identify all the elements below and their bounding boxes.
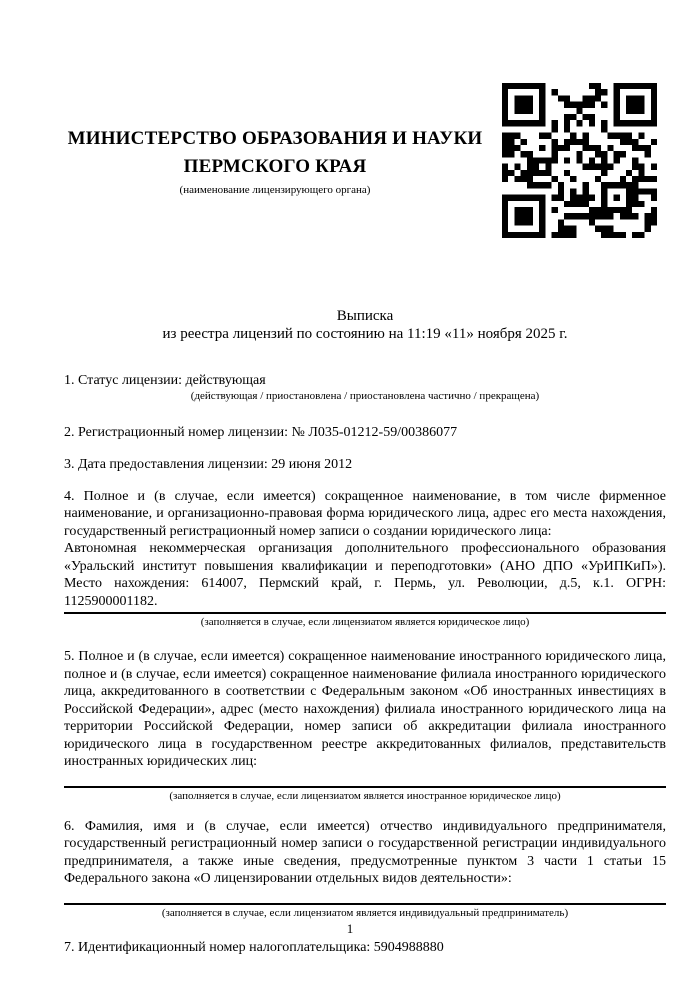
item-6-note: (заполняется в случае, если лицензиатом является индивидуальный предприниматель) [161, 906, 569, 919]
ministry-name-line2: ПЕРМСКОГО КРАЯ [183, 155, 367, 177]
document-title-block [64, 307, 666, 343]
item-4-legal-entity-answer: Автономная некоммерческая организация дополнительного профессионального образования «Уральский институт повышения квалификации и переподготовки» (АНО ДПО «УрИПКиП»). Место нахождения: 614007, Пермский край, г. Пермь, ул. Революции, д.5, к.1. ОГРН: 1125900001182. [64, 541, 666, 609]
document-title: Выписка [336, 308, 394, 324]
document-subtitle: из реестра лицензий по состоянию на 11:19 «11» ноября 2025 г. [162, 326, 568, 342]
ministry-name-line1: МИНИСТЕРСТВО ОБРАЗОВАНИЯ И НАУКИ [67, 127, 483, 149]
item-1-license-status: 1. Статус лицензии: действующая [64, 373, 266, 388]
licensing-authority-block [56, 125, 502, 197]
document-header [56, 83, 657, 238]
item-4-note: (заполняется в случае, если лицензиатом является юридическое лицо) [200, 616, 530, 628]
item-1-note: (действующая / приостановлена / приостановлена частично / прекращена) [190, 389, 540, 402]
item-3-license-date: 3. Дата предоставления лицензии: 29 июня 2012 [64, 457, 353, 472]
item-7-taxpayer-number: 7. Идентификационный номер налогоплательщика: 5904988880 [64, 939, 444, 955]
page-number: 1 [346, 921, 354, 936]
item-5-foreign-entity-question: 5. Полное и (в случае, если имеется) сокращенное наименование иностранного юридического лица, полное и (в случае, если имеется) сокращенное наименование филиала иностранного юридического лица, аккредитованного в соответствии с Федеральным законом «Об иностранных инвестициях в Российской Федерации», адрес (место нахождения) филиала иностранного юридического лица на территории Российской Федерации, номер записи об аккредитации филиала иностранного юридического лица в государственном реестре аккредитованных филиалов, представительств иностранных юридических лиц: [64, 649, 666, 769]
item-4-legal-entity-question: 4. Полное и (в случае, если имеется) сокращенное наименование, в том числе фирменное наименование, и организационно-правовая форма юридического лица, адрес его места нахождения, государственный регистрационный номер записи о создании юридического лица: [64, 488, 666, 539]
item-5-note: (заполняется в случае, если лицензиатом является иностранное юридическое лицо) [169, 789, 561, 802]
ministry-caption: (наименование лицензирующего органа) [179, 183, 371, 196]
item-6-entrepreneur-question: 6. Фамилия, имя и (в случае, если имеется) отчество индивидуального предпринимателя, государственный регистрационный номер записи о государственной регистрации индивидуального предпринимателя, а также иные сведения, предусмотренные пунктом 3 части 1 статьи 15 Федерального закона «О лицензировании отдельных видов деятельности»: [64, 818, 666, 886]
qr-code-icon [502, 83, 657, 238]
document-body [64, 372, 666, 956]
item-2-registration-number: 2. Регистрационный номер лицензии: № Л035-01212-59/00386077 [64, 424, 458, 440]
